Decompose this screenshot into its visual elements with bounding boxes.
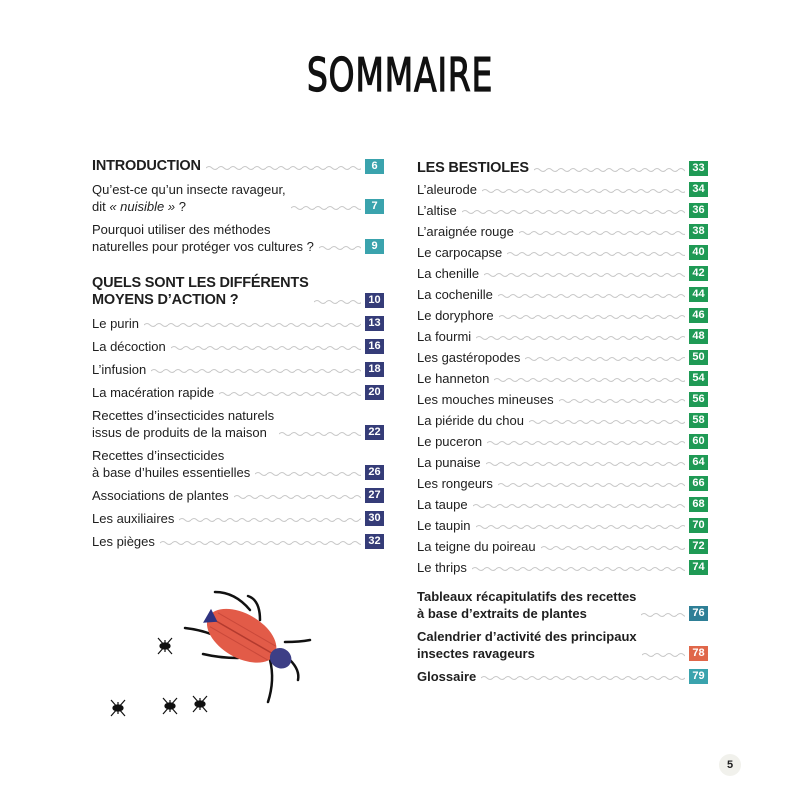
dot-leader [494,377,685,383]
heading-label: INTRODUCTION [92,158,201,174]
entry-label: Le doryphore [417,308,494,323]
page-badge: 22 [365,425,384,440]
toc-entry[interactable] [92,407,384,441]
dot-leader [472,566,685,572]
page-title: SOMMAIRE [306,48,494,102]
dot-leader [476,335,685,341]
toc-entry[interactable] [417,223,708,240]
toc-entry[interactable] [417,475,708,492]
dot-leader [507,251,685,257]
entry-label: L’altise [417,203,457,218]
page-badge: 38 [689,224,708,239]
dot-leader [160,540,361,546]
heading-label: LES BESTIOLES [417,160,529,176]
entry-italic: « nuisible » [109,199,176,214]
entry-label: Le thrips [417,560,467,575]
entry-line: à base d’extraits de plantes [417,606,587,621]
entry-label: Les rongeurs [417,476,493,491]
page-badge: 54 [689,371,708,386]
entry-line: issus de produits de la maison [92,425,267,440]
page-badge: 44 [689,287,708,302]
entry-line: Recettes d’insecticides [92,448,225,463]
page-badge: 13 [365,316,384,331]
dot-leader [534,167,685,173]
toc-entry[interactable] [417,391,708,408]
page-badge: 32 [365,534,384,549]
toc-entry-glossaire[interactable] [417,668,708,685]
dot-leader [476,524,686,530]
page-badge: 34 [689,182,708,197]
entry-label: La fourmi [417,329,472,344]
dot-leader [529,419,685,425]
toc-entry[interactable] [92,181,384,215]
entry-label: La chenille [417,266,480,281]
dot-leader [171,345,361,351]
dot-leader [641,612,685,618]
page-badge: 64 [689,455,708,470]
toc-left-column [92,158,384,556]
page-badge: 40 [689,245,708,260]
entry-label: L’araignée rouge [417,224,514,239]
entry-label: Le hanneton [417,371,490,386]
toc-entry[interactable] [92,487,384,504]
toc-entry[interactable] [417,349,708,366]
toc-entry[interactable] [417,433,708,450]
entry-line: naturelles pour protéger vos cultures ? [92,239,314,254]
dot-leader [291,205,361,211]
page-badge: 10 [365,293,384,308]
dot-leader [144,322,361,328]
dot-leader [482,188,685,194]
entry-label: La cochenille [417,287,493,302]
entry-line: Qu’est-ce qu’un insecte ravageur, [92,182,286,197]
entry-label: L’aleurode [417,182,477,197]
page-badge: 46 [689,308,708,323]
toc-entry[interactable] [417,286,708,303]
entry-label: Le carpocapse [417,245,503,260]
page-badge: 74 [689,560,708,575]
dot-leader [484,272,685,278]
toc-heading-bestioles[interactable] [417,160,708,177]
page-badge: 68 [689,497,708,512]
toc-entry[interactable] [417,496,708,513]
page-number: 5 [719,754,741,776]
dot-leader [179,517,361,523]
entry-label: La punaise [417,455,481,470]
page-badge: 50 [689,350,708,365]
toc-entry-tableaux[interactable] [417,588,708,622]
entry-label: Les pièges [92,534,155,549]
toc-entry[interactable] [92,384,384,401]
toc-entry-calendrier[interactable] [417,628,708,662]
dot-leader [206,165,361,171]
dot-leader [519,230,685,236]
dot-leader [319,245,361,251]
page-badge: 70 [689,518,708,533]
page-badge: 66 [689,476,708,491]
entry-label: Associations de plantes [92,488,229,503]
dot-leader [487,440,685,446]
dot-leader [151,368,361,374]
dot-leader [498,293,685,299]
entry-label: Glossaire [417,669,477,684]
page-badge: 56 [689,392,708,407]
entry-line: Tableaux récapitulatifs des recettes [417,589,637,604]
entry-label: La piéride du chou [417,413,524,428]
page-badge: 79 [689,669,708,684]
dot-leader [279,431,361,437]
dot-leader [462,209,685,215]
dot-leader [255,471,361,477]
toc-entry[interactable] [92,315,384,332]
toc-heading-moyens[interactable] [92,275,384,309]
page-badge: 20 [365,385,384,400]
dot-leader [541,545,685,551]
entry-label: Le purin [92,316,139,331]
toc-entry[interactable] [417,181,708,198]
toc-entry[interactable] [92,221,384,255]
toc-entry[interactable] [417,538,708,555]
toc-entry[interactable] [417,370,708,387]
toc-entry[interactable] [92,361,384,378]
toc-entry[interactable] [417,202,708,219]
page-badge: 78 [689,646,708,661]
page-badge: 18 [365,362,384,377]
dot-leader [473,503,685,509]
page-badge: 48 [689,329,708,344]
dot-leader [486,461,685,467]
toc-entry[interactable] [417,454,708,471]
heading-line: QUELS SONT LES DIFFÉRENTS [92,275,309,291]
page-badge: 27 [365,488,384,503]
dot-leader [559,398,685,404]
toc-entry[interactable] [417,328,708,345]
toc-entry[interactable] [417,412,708,429]
entry-line: ? [175,199,186,214]
toc-entry[interactable] [417,244,708,261]
page-badge: 26 [365,465,384,480]
toc-entry[interactable] [92,338,384,355]
entry-label: Les mouches mineuses [417,392,554,407]
heading-line: MOYENS D’ACTION ? [92,292,239,308]
entry-label: La taupe [417,497,468,512]
toc-entry[interactable] [417,559,708,576]
toc-right-column [417,160,708,691]
page-badge: 16 [365,339,384,354]
page-badge: 30 [365,511,384,526]
toc-entry[interactable] [417,517,708,534]
toc-entry[interactable] [417,307,708,324]
dot-leader [234,494,361,500]
entry-label: Les gastéropodes [417,350,521,365]
dot-leader [499,314,685,320]
page-badge: 7 [365,199,384,214]
dot-leader [481,675,685,681]
entry-line: Pourquoi utiliser des méthodes [92,222,271,237]
entry-line: dit [92,199,110,214]
entry-label: La macération rapide [92,385,215,400]
entry-line: à base d’huiles essentielles [92,465,251,480]
page-badge: 9 [365,239,384,254]
entry-line: Recettes d’insecticides naturels [92,408,275,423]
page-badge: 42 [689,266,708,281]
beetle-and-ants-icon [100,580,320,730]
toc-entry[interactable] [92,510,384,527]
page-badge: 6 [365,159,384,174]
toc-entry[interactable] [92,447,384,481]
page-badge: 72 [689,539,708,554]
page-badge: 33 [689,161,708,176]
entry-label: Le puceron [417,434,483,449]
entry-label: Le taupin [417,518,471,533]
entry-label: La décoction [92,339,166,354]
entry-label: La teigne du poireau [417,539,536,554]
page-badge: 76 [689,606,708,621]
entry-line: insectes ravageurs [417,646,535,661]
toc-heading-introduction[interactable] [92,158,384,175]
dot-leader [314,299,361,305]
entry-label: Les auxiliaires [92,511,175,526]
page-badge: 36 [689,203,708,218]
dot-leader [219,391,361,397]
page-badge: 60 [689,434,708,449]
entry-label: L’infusion [92,362,147,377]
page-badge: 58 [689,413,708,428]
dot-leader [498,482,685,488]
dot-leader [525,356,685,362]
toc-entry[interactable] [417,265,708,282]
dot-leader [642,652,685,658]
entry-line: Calendrier d’activité des principaux [417,629,637,644]
toc-entry[interactable] [92,533,384,550]
